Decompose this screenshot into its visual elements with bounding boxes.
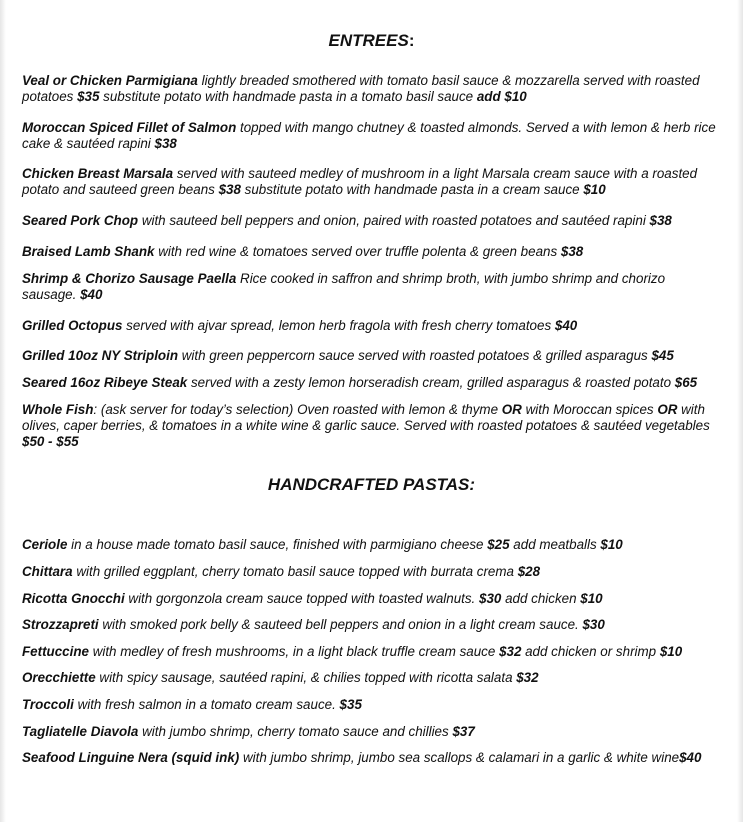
item-desc: with spicy sausage, sautéed rapini, & chilies topped with ricotta salata [95,670,517,685]
item-desc: topped with mango chutney & toasted almonds. Served a with lemon & herb rice cake & sautéed rapini [22,120,716,151]
item-price: $35 [339,697,362,712]
item-extra-price: $10 [600,537,623,552]
item-name: Ricotta Gnocchi [22,591,125,606]
item-name: Whole Fish [22,402,94,417]
item-extra-price: $10 [580,591,603,606]
item-desc: with red wine & tomatoes served over truffle polenta & green beans [154,244,561,259]
item-desc: with grilled eggplant, cherry tomato basil sauce topped with burrata crema [72,564,518,579]
item-price: $25 [487,537,510,552]
item-name: Chittara [22,564,73,579]
item-desc: served with sauteed medley of mushroom in a light Marsala cream sauce with a roasted potato and sauteed green beans [22,166,698,197]
item-name: Orecchiette [22,670,96,685]
item-price: $40 [80,287,103,302]
item-name: Shrimp & Chorizo Sausage Paella [22,271,237,286]
pasta-item [22,591,722,607]
item-price: $38 [649,213,672,228]
pasta-item [22,644,722,660]
item-or: OR [657,402,678,417]
entree-item [22,318,722,334]
item-desc: with olives, caper berries, & tomatoes in a white wine & garlic sauce. Served with roasted potatoes & sautéed vegetables [22,402,710,433]
item-extra: add chicken or shrimp [521,644,660,659]
item-desc: with jumbo shrimp, jumbo sea scallops & calamari in a garlic & white wine [239,750,680,765]
item-price: $30 [582,617,605,632]
item-price: $38 [154,136,177,151]
item-desc: with gorgonzola cream sauce topped with toasted walnuts. [124,591,479,606]
item-price: $40 [554,318,578,333]
pasta-item [22,537,722,553]
item-name: Chicken Breast Marsala [22,166,174,181]
item-desc: : (ask server for today’s selection) Oven roasted with lemon & thyme [93,402,502,417]
item-price: $28 [517,564,541,579]
item-extra-price: add $10 [476,89,527,104]
item-desc: with smoked pork belly & sauteed bell peppers and onion in a light cream sauce. [98,617,583,632]
item-price: $37 [452,724,475,739]
item-name: Grilled 10oz NY Striploin [22,348,179,363]
item-price: $35 [77,89,100,104]
item-desc: with medley of fresh mushrooms, in a light black truffle cream sauce [88,644,500,659]
item-extra-price: $10 [659,644,683,659]
entree-item [22,120,722,152]
pasta-item [22,617,722,633]
item-desc: in a house made tomato basil sauce, finished with parmigiano cheese [67,537,488,552]
pastas-heading: HANDCRAFTED PASTAS: [267,475,476,494]
item-name: Fettuccine [22,644,89,659]
item-name: Braised Lamb Shank [22,244,155,259]
entree-item [22,271,722,303]
item-extra: add chicken [501,591,581,606]
item-price: $32 [499,644,522,659]
item-desc: served with ajvar spread, lemon herb fragola with fresh cherry tomatoes [122,318,555,333]
entree-item [22,375,722,391]
page-edge-left [0,0,6,822]
item-desc: with green peppercorn sauce served with roasted potatoes & grilled asparagus [178,348,652,363]
item-extra: substitute potato with handmade pasta in a cream sauce [240,182,584,197]
item-name: Seafood Linguine Nera (squid ink) [22,750,240,765]
pasta-item [22,724,722,740]
entree-item [22,244,722,260]
item-or: OR [501,402,522,417]
item-desc: with Moroccan spices [521,402,658,417]
item-extra-price: $10 [583,182,606,197]
pasta-item [22,750,722,766]
pasta-item [22,670,722,686]
item-desc: lightly breaded smothered with tomato basil sauce & mozzarella served with roasted potatoes [22,73,700,104]
item-name: Ceriole [22,537,68,552]
item-desc: with jumbo shrimp, cherry tomato sauce and chillies [138,724,453,739]
item-desc: with fresh salmon in a tomato cream sauce. [73,697,340,712]
entree-item [22,402,722,450]
page-edge-right [737,0,743,822]
item-desc: served with a zesty lemon horseradish cream, grilled asparagus & roasted potato [187,375,675,390]
item-price: $30 [479,591,502,606]
item-extra: substitute potato with handmade pasta in a tomato basil sauce [99,89,477,104]
entree-item [22,213,722,229]
entree-item [22,166,722,198]
item-price: $38 [560,244,584,259]
item-desc: Rice cooked in saffron and shrimp broth, with jumbo shrimp and chorizo sausage. [22,271,666,302]
item-price: $32 [516,670,539,685]
item-price: $38 [218,182,241,197]
item-name: Veal or Chicken Parmigiana [22,73,198,88]
pasta-item [22,697,722,713]
entree-item [22,73,722,105]
pasta-item [22,564,722,580]
item-name: Grilled Octopus [22,318,123,333]
item-desc: with sauteed bell peppers and onion, paired with roasted potatoes and sautéed rapini [138,213,650,228]
item-extra: add meatballs [509,537,601,552]
item-price: $45 [651,348,674,363]
entrees-heading: ENTREES: [328,31,415,50]
item-name: Seared 16oz Ribeye Steak [22,375,188,390]
item-price: $65 [674,375,698,390]
entree-item [22,348,722,364]
item-price: $40 [679,750,702,765]
item-name: Seared Pork Chop [22,213,139,228]
item-name: Troccoli [22,697,74,712]
item-name: Tagliatelle Diavola [22,724,139,739]
item-name: Moroccan Spiced Fillet of Salmon [22,120,237,135]
item-name: Strozzapreti [22,617,99,632]
item-price: $50 - $55 [22,434,79,449]
